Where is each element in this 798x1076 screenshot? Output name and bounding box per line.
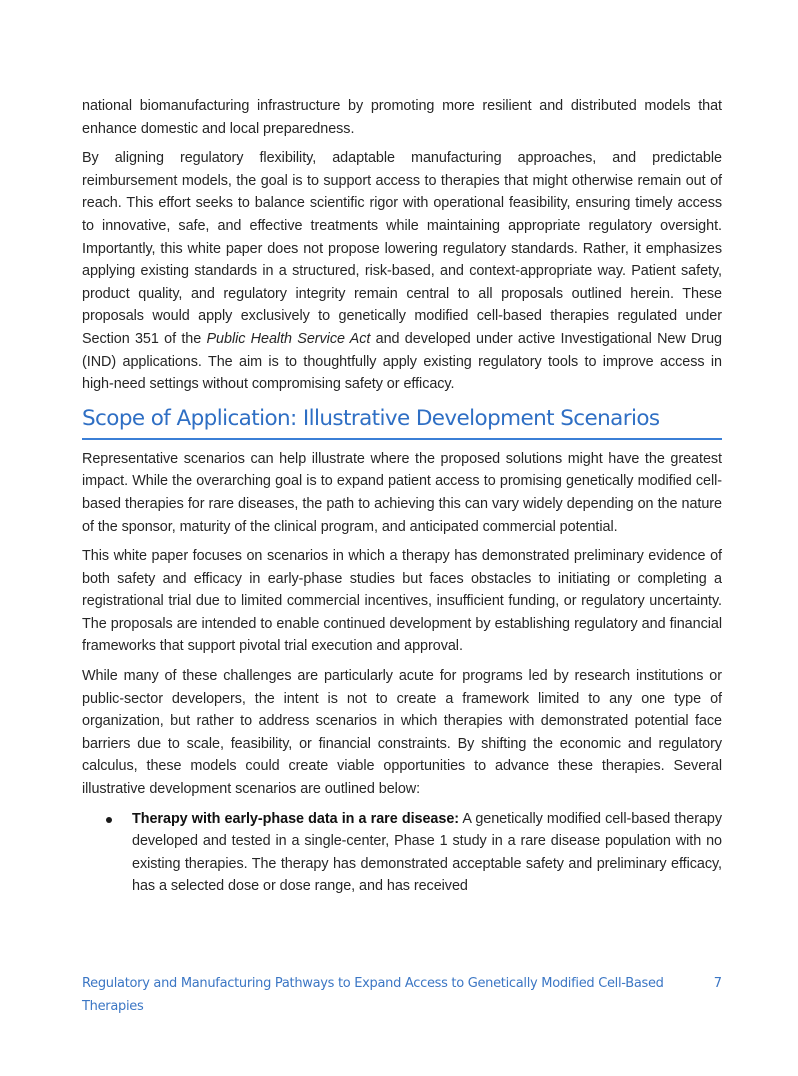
paragraph-text: and developed under active Investigational New Drug (IND) applications. The aim is to thoughtfully apply existing regulatory tools to improve access in high-need settings without compromising safety or efficacy. bbox=[82, 330, 722, 393]
paragraph-representative-scenarios: Representative scenarios can help illustrate where the proposed solutions might have the greatest impact. While the overarching goal is to expand patient access to promising genetically modified cell-based therapies for rare diseases, the path to achieving this can vary widely depending on the nature of the sponsor, maturity of the clinical program, and anticipated commercial potential. bbox=[82, 450, 722, 535]
paragraph-intro: national biomanufacturing infrastructure by promoting more resilient and distributed models that enhance domestic and local preparedness. bbox=[82, 98, 722, 137]
paragraph-challenges: While many of these challenges are particularly acute for programs led by research institutions or public-sector developers, the intent is not to create a framework limited to any one type of organization, but rather to address scenarios in which therapies with demonstrated potential face barriers due to scale, feasibility, or financial constraints. By shifting the economic and regulatory calculus, these models could create viable opportunities to advance these therapies. Several illustrative development scenarios are outlined below: bbox=[82, 668, 722, 798]
list-item bbox=[82, 808, 722, 898]
paragraph-focus: This white paper focuses on scenarios in which a therapy has demonstrated preliminary evidence of both safety and efficacy in early-phase studies but faces obstacles to initiating or completing a registrational trial due to limited commercial incentives, insufficient funding, or regulatory uncertainty. The proposals are intended to enable continued development by establishing regulatory and financial frameworks that support pivotal trial execution and approval. bbox=[82, 548, 722, 655]
footer-title: Regulatory and Manufacturing Pathways to Expand Access to Genetically Modified Cell-Based Therapies bbox=[82, 976, 664, 1014]
act-name-italic: Public Health Service Act bbox=[206, 330, 371, 347]
bullet-body: A genetically modified cell-based therapy developed and tested in a single-center, Phase 1 study in a rare disease population with no existing therapies. The therapy has demonstrated acceptable safety and preliminary efficacy, has a selected dose or dose range, and has received bbox=[132, 810, 722, 895]
paragraph-regulatory-flexibility bbox=[82, 147, 722, 396]
page-number: 7 bbox=[713, 976, 722, 991]
document-page bbox=[82, 95, 722, 898]
section-heading: Scope of Application: Illustrative Development Scenarios bbox=[82, 405, 660, 431]
heading-underline bbox=[82, 438, 722, 440]
paragraph-text: By aligning regulatory flexibility, adaptable manufacturing approaches, and predictable reimbursement models, the goal is to support access to therapies that might otherwise remain out of reach. This effort seeks to balance scientific rigor with operational feasibility, ensuring timely access to innovative, safe, and effective treatments while maintaining appropriate regulatory oversight. Importantly, this white paper does not propose lowering regulatory standards. Rather, it emphasizes applying existing standards in a structured, risk-based, and context-appropriate way. Patient safety, product quality, and regulatory integrity remain central to all proposals outlined herein. These proposals would apply exclusively to genetically modified cell-based therapies regulated under Section 351 of the bbox=[82, 150, 722, 347]
scenario-list bbox=[82, 808, 722, 898]
bullet-icon bbox=[106, 817, 112, 823]
bullet-text bbox=[132, 808, 722, 898]
page-footer bbox=[82, 972, 722, 1018]
bullet-lead: Therapy with early-phase data in a rare disease: bbox=[132, 810, 460, 827]
